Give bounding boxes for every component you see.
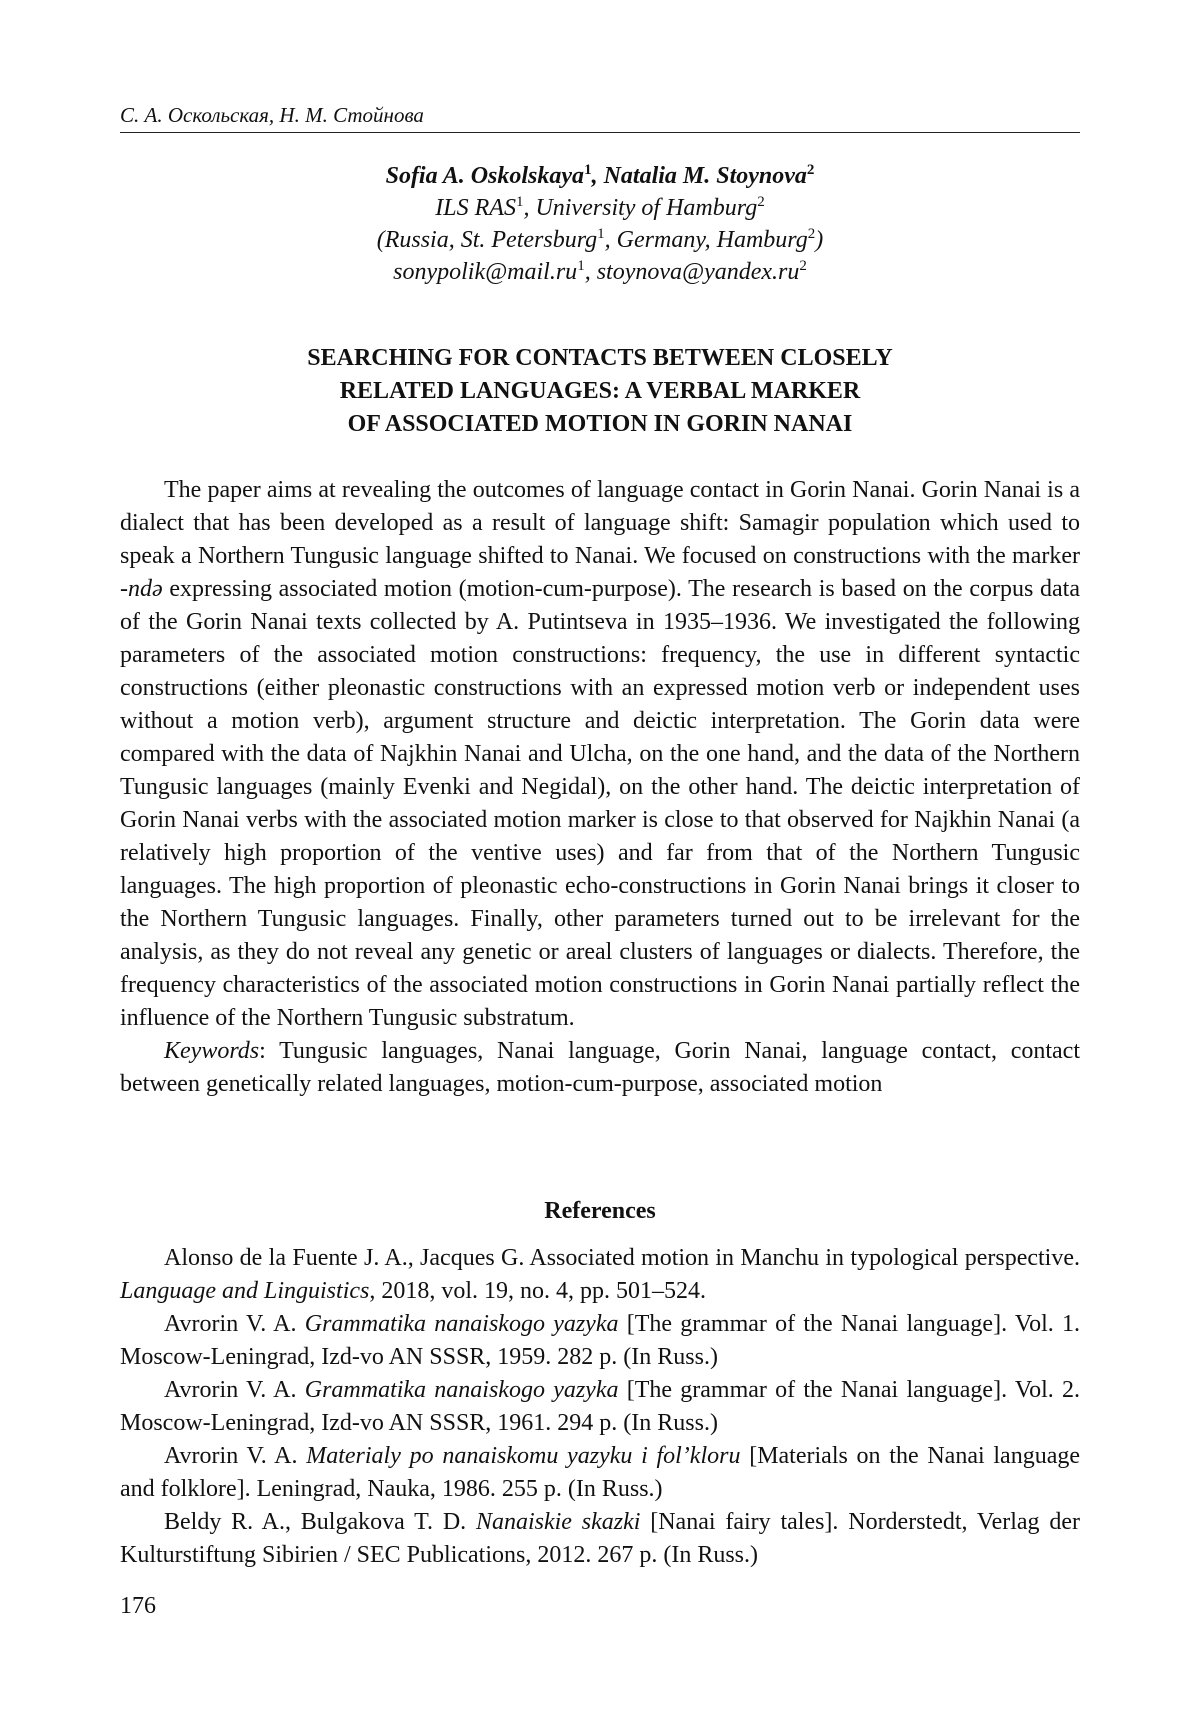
affiliation-sup-1: 1 [515, 194, 524, 210]
reference-italic-title: Materialy po nanaiskomu yazyku i fol’kloru [306, 1443, 741, 1469]
email-2[interactable]: stoynova@yandex.ru [596, 259, 800, 285]
page-number: 176 [120, 1593, 156, 1619]
location-part-2: , Germany, Hamburg [604, 227, 808, 253]
affiliation-part-1: ILS RAS [435, 195, 516, 221]
authors-block [120, 160, 1080, 288]
email-1[interactable]: sonypolik@mail.ru [393, 259, 578, 285]
abstract-text-after-marker: expressing associated motion (motion-cum-purpose). The research is based on the corpus data of the Gorin Nanai texts collected by A. Putintseva in 1935–1936. We investigated the following parameters of the associated motion constructions: frequency, the use in different syntactic constructions (either pleonastic constructions with an expressed motion verb or independent uses without a motion verb), argument structure and deictic interpretation. The Gorin data were compared with the data of Najkhin Nanai and Ulcha, on the one hand, and the data of the Northern Tungusic languages (mainly Evenki and Negidal), on the other hand. The deictic interpretation of Gorin Nanai verbs with the associated motion marker is close to that observed for Najkhin Nanai (a relatively high proportion of the ventive uses) and far from that of the Northern Tungusic languages. The high proportion of pleonastic echo-constructions in Gorin Nanai brings it closer to the Northern Tungusic languages. Finally, other parameters turned out to be irrelevant for the analysis, as they do not reveal any genetic or areal clusters of languages or dialects. Therefore, the frequency characteristics of the associated motion constructions in Gorin Nanai partially reflect the influence of the Northern Tungusic substratum. [120, 576, 1080, 1031]
keywords-label: Keywords [164, 1038, 260, 1064]
author-sup-1: 1 [584, 162, 592, 178]
running-head: С. А. Оскольская, Н. М. Стойнова [120, 100, 1080, 133]
reference-text: [The grammar of the Nanai language]. Vol. 1. Moscow-Leningrad, Izd-vo AN SSSR, 1959. 282 p. (In Russ.) [120, 1311, 1081, 1370]
author-names [120, 160, 1080, 192]
reference-item [120, 1242, 1080, 1308]
affiliation [120, 192, 1080, 224]
author-name-1: Sofia A. Oskolskaya [385, 163, 585, 189]
abstract-paragraph [120, 474, 1080, 1035]
location-close: ) [815, 227, 824, 253]
reference-item [120, 1440, 1080, 1506]
paper-title [120, 342, 1080, 441]
reference-text: Avrorin V. A. [164, 1443, 307, 1469]
reference-text: [The grammar of the Nanai language]. Vol. 2. Moscow-Leningrad, Izd-vo AN SSSR, 1961. 294 p. (In Russ.) [120, 1377, 1081, 1436]
email-sup-2: 2 [799, 258, 807, 274]
email-sup-1: 1 [577, 258, 585, 274]
location [120, 224, 1080, 256]
title-line-2: RELATED LANGUAGES: A VERBAL MARKER [339, 378, 861, 404]
affiliation-sup-2: 2 [757, 194, 765, 210]
abstract [120, 474, 1080, 1101]
reference-text: Avrorin V. A. [164, 1377, 305, 1403]
reference-text: , 2018, vol. 19, no. 4, pp. 501–524. [369, 1278, 707, 1304]
reference-italic-title: Nanaiskie skazki [475, 1509, 641, 1535]
reference-item [120, 1308, 1080, 1374]
reference-text: [Materials on the Nanai language and folklore]. Leningrad, Nauka, 1986. 255 p. (In Russ.) [120, 1443, 1081, 1502]
reference-item [120, 1506, 1080, 1572]
location-part-1: (Russia, St. Petersburg [376, 227, 598, 253]
reference-text: Avrorin V. A. [164, 1311, 305, 1337]
title-line-3: OF ASSOCIATED MOTION IN GORIN NANAI [347, 411, 853, 437]
emails [120, 256, 1080, 288]
affiliation-part-2: , University of Hamburg [523, 195, 758, 221]
references-list [120, 1242, 1080, 1572]
author-name-2: Natalia M. Stoynova [603, 163, 807, 189]
abstract-text-before-marker: The paper aims at revealing the outcomes of language contact in Gorin Nanai. Gorin Nanai is a dialect that has been developed as a result of language shift: Samagir population which used to speak a Northern Tungusic language shifted to Nanai. We focused on constructions with the marker [120, 477, 1080, 569]
reference-text: [Nanai fairy tales]. Norderstedt, Verlag der Kulturstiftung Sibirien / SEC Publications, 2012. 267 p. (In Russ.) [120, 1509, 1081, 1568]
location-sup-1: 1 [597, 226, 605, 242]
keywords-text: : Tungusic languages, Nanai language, Gorin Nanai, language contact, contact between genetically related languages, motion-cum-purpose, associated motion [120, 1038, 1080, 1097]
reference-italic-title: Grammatika nanaiskogo yazyka [304, 1311, 619, 1337]
reference-item [120, 1374, 1080, 1440]
title-line-1: SEARCHING FOR CONTACTS BETWEEN CLOSELY [307, 345, 893, 371]
author-separator: , [591, 163, 604, 189]
keywords [120, 1035, 1080, 1101]
reference-text: Beldy R. A., Bulgakova T. D. [164, 1509, 476, 1535]
email-separator: , [584, 259, 597, 285]
references-heading: References [544, 1198, 656, 1224]
author-sup-2: 2 [806, 162, 815, 178]
abstract-marker: -ndə [120, 576, 163, 602]
reference-text: Alonso de la Fuente J. A., Jacques G. Associated motion in Manchu in typological perspective. [164, 1245, 1080, 1271]
reference-italic-title: Language and Linguistics [120, 1278, 370, 1304]
reference-italic-title: Grammatika nanaiskogo yazyka [304, 1377, 619, 1403]
location-sup-2: 2 [807, 226, 816, 242]
